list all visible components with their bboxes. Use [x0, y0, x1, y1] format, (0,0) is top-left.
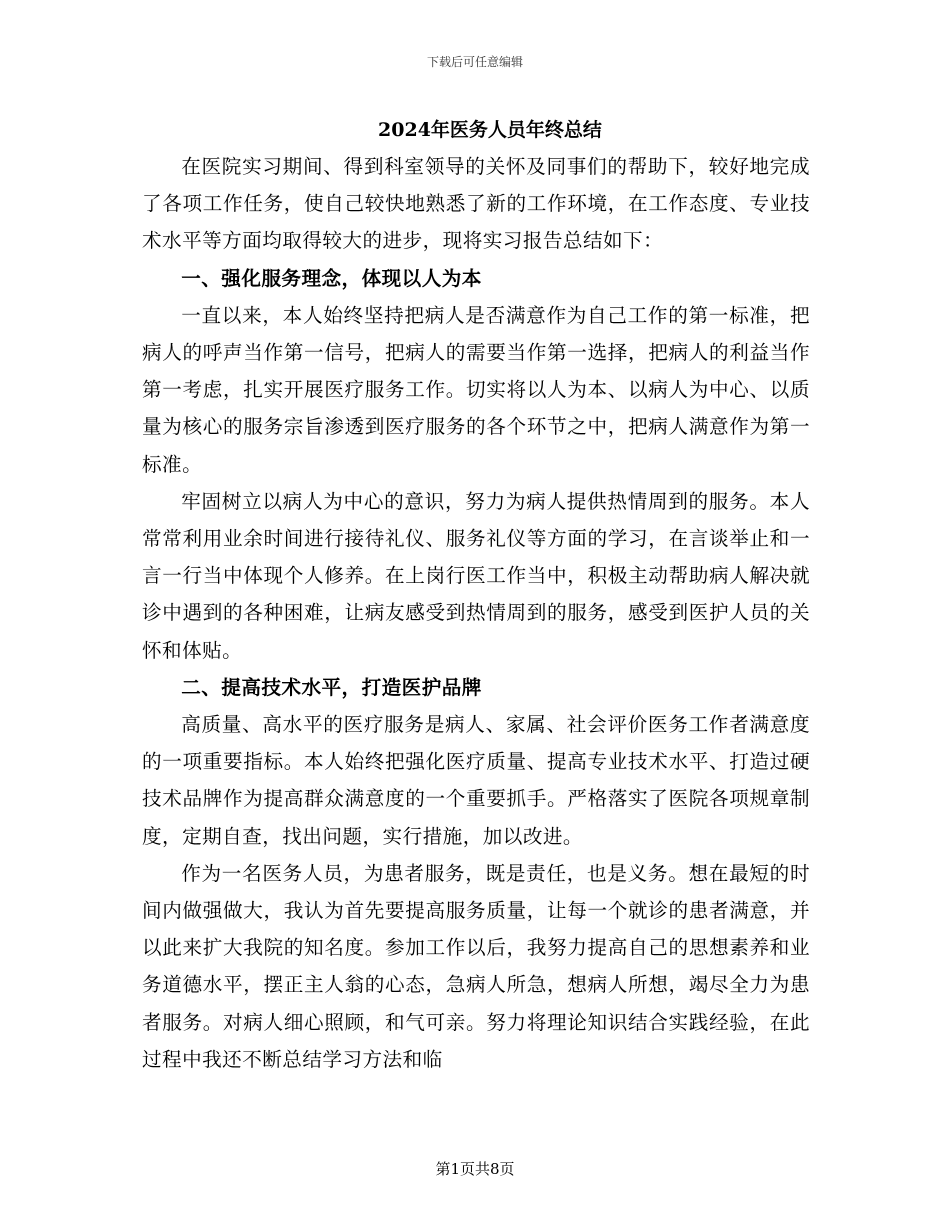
document-title: 2024年医务人员年终总结 [378, 119, 602, 141]
page-number: 第1页共8页 [435, 1160, 515, 1178]
section-heading-2: 二、提高技术水平，打造医护品牌 [181, 675, 482, 699]
section-1-paragraph-2: 牢固树立以病人为中心的意识，努力为病人提供热情周到的服务。本人常常利用业余时间进行接待礼仪、服务礼仪等方面的学习，在言谈举止和一言一行当中体现个人修养。在上岗行医工作当中，积极主动帮助病人解决就诊中遇到的各种困难，让病友感受到热情周到的服务，感受到医护人员的关怀和体贴。 [142, 489, 810, 662]
section-heading-1: 一、强化服务理念，体现以人为本 [181, 266, 482, 290]
page-header: 下载后可任意编辑 [426, 55, 523, 69]
section-2-paragraph-2: 作为一名医务人员，为患者服务，既是责任，也是义务。想在最短的时间内做强做大，我认为首先要提高服务质量，让每一个就诊的患者满意，并以此来扩大我院的知名度。参加工作以后，我努力提高自己的思想素养和业务道德水平，摆正主人翁的心态，急病人所急，想病人所想，竭尽全力为患者服务。对病人细心照顾，和气可亲。努力将理论知识结合实践经验，在此过程中我还不断总结学习方法和临 [142, 861, 810, 1071]
document-body [142, 112, 810, 1078]
section-2-paragraph-1: 高质量、高水平的医疗服务是病人、家属、社会评价医务工作者满意度的一项重要指标。本人始终把强化医疗质量、提高专业技术水平、打造过硬技术品牌作为提高群众满意度的一个重要抓手。严格落实了医院各项规章制度，定期自查，找出问题，实行措施，加以改进。 [142, 713, 810, 848]
intro-paragraph: 在医院实习期间、得到科室领导的关怀及同事们的帮助下，较好地完成了各项工作任务，使自己较快地熟悉了新的工作环境，在工作态度、专业技术水平等方面均取得较大的进步，现将实习报告总结如下： [142, 155, 810, 253]
section-1-paragraph-1: 一直以来，本人始终坚持把病人是否满意作为自己工作的第一标准，把病人的呼声当作第一信号，把病人的需要当作第一选择，把病人的利益当作第一考虑，扎实开展医疗服务工作。切实将以人为本、以病人为中心、以质量为核心的服务宗旨渗透到医疗服务的各个环节之中，把病人满意作为第一标准。 [142, 303, 810, 476]
